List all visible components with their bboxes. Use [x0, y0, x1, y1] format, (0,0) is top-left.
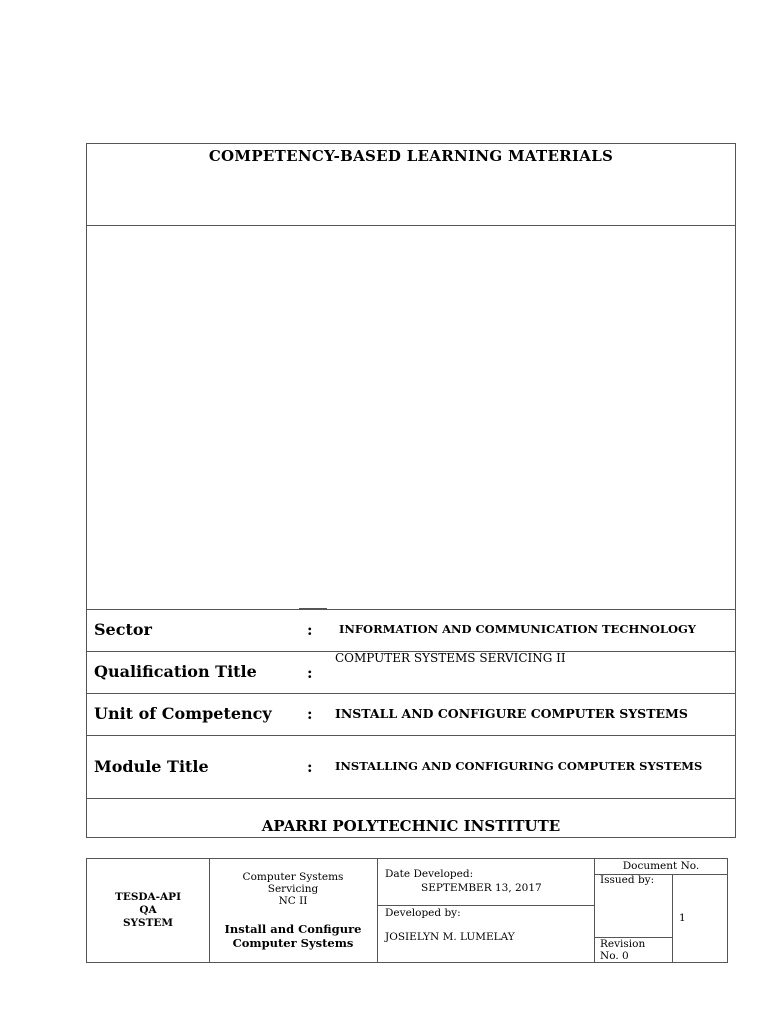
qualification-title-value: COMPUTER SYSTEMS SERVICING II	[335, 651, 566, 665]
date-developed-label: Date Developed:	[385, 868, 474, 880]
divider	[87, 225, 735, 226]
qualification-line: NC II	[278, 895, 308, 907]
unit-of-competency-colon: :	[307, 705, 313, 723]
sector-colon: :	[307, 621, 313, 639]
table-divider	[377, 905, 594, 906]
module-line: Install and Configure	[224, 922, 362, 936]
qualification-cell	[209, 871, 377, 907]
developed-by-value: JOSIELYN M. LUMELAY	[385, 931, 515, 943]
cover-page-box	[86, 143, 736, 838]
unit-of-competency-label: Unit of Competency	[94, 704, 272, 723]
module-title-value: INSTALLING AND CONFIGURING COMPUTER SYSTEMS	[335, 759, 703, 773]
module-title-colon: :	[307, 758, 313, 776]
revision-line: Revision	[600, 938, 646, 950]
module-title-label: Module Title	[94, 757, 209, 776]
system-line: QA	[139, 904, 157, 916]
qualification-line: Computer Systems	[242, 871, 344, 883]
module-line: Computer Systems	[232, 936, 354, 950]
revision-line: No. 0	[600, 950, 629, 962]
qualification-line: Servicing	[267, 883, 319, 895]
colon-tick	[299, 608, 327, 609]
issued-by-label: Issued by:	[600, 874, 655, 886]
institution-name: APARRI POLYTECHNIC INSTITUTE	[261, 817, 561, 835]
system-line: SYSTEM	[122, 917, 174, 929]
sector-label: Sector	[94, 620, 152, 639]
qualification-title-label: Qualification Title	[94, 662, 257, 681]
module-cell	[209, 922, 377, 950]
document-control-table	[86, 858, 728, 963]
divider	[87, 798, 735, 799]
divider	[87, 609, 735, 610]
developed-by-label: Developed by:	[385, 907, 461, 919]
system-cell	[87, 891, 209, 930]
table-divider	[672, 874, 673, 963]
table-divider	[377, 859, 378, 962]
document-title: COMPETENCY-BASED LEARNING MATERIALS	[208, 147, 614, 165]
system-line: TESDA-API	[115, 891, 181, 903]
qualification-title-colon: :	[307, 664, 313, 682]
colon-tick	[299, 798, 327, 799]
date-developed-value: SEPTEMBER 13, 2017	[421, 882, 542, 894]
unit-of-competency-value: INSTALL AND CONFIGURE COMPUTER SYSTEMS	[335, 706, 688, 721]
sector-value: INFORMATION AND COMMUNICATION TECHNOLOGY	[339, 622, 697, 636]
document-number-label: Document No.	[622, 860, 700, 872]
page-number: 1	[679, 912, 686, 924]
divider	[87, 693, 735, 694]
revision-cell	[600, 938, 645, 962]
divider	[87, 735, 735, 736]
